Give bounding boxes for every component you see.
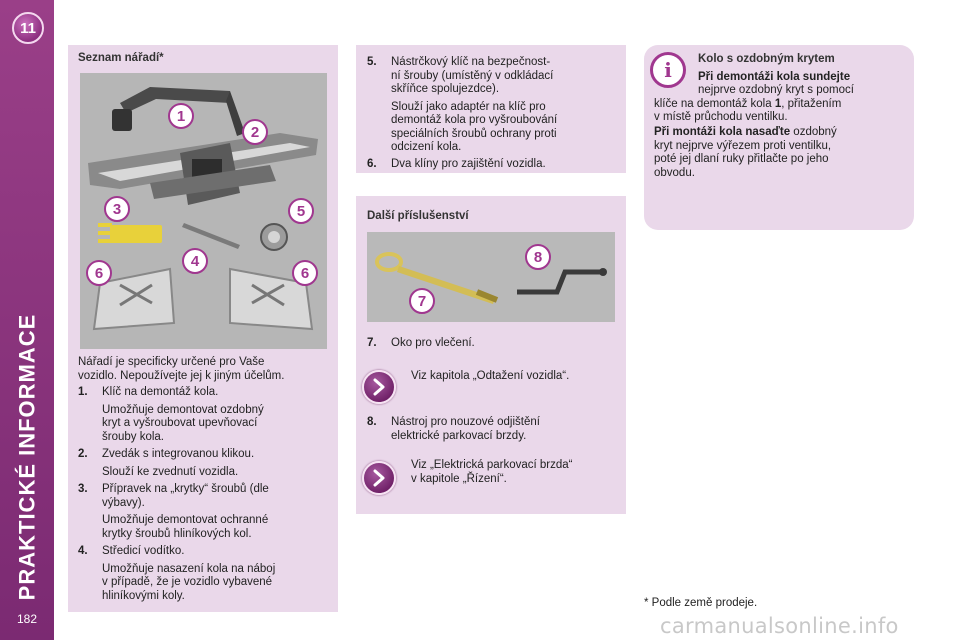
- watermark: carmanualsonline.info: [660, 614, 899, 638]
- callout-5: 5: [288, 198, 314, 224]
- arrow-right-icon: [362, 370, 396, 404]
- info-box-title: Kolo s ozdobným krytem: [698, 53, 835, 65]
- tools-intro: Nářadí je specificky určené pro Vaše vozidlo. Nepoužívejte jej k jiným účelům.: [78, 356, 285, 382]
- info-icon: i: [650, 52, 686, 88]
- chapter-sidebar: [0, 0, 54, 640]
- accessory-item-8-reference: Viz „Elektrická parkovací brzda“ v kapitole „Řízení“.: [411, 459, 573, 485]
- accessories-heading: Další příslušenství: [367, 210, 469, 222]
- chapter-title: PRAKTICKÉ INFORMACE: [14, 313, 40, 601]
- info-box-removal-text: nejprve ozdobný kryt s pomocí klíče na demontáž kola 1, přitažením v místě průchodu ventilku.: [654, 84, 854, 123]
- callout-3: 3: [104, 196, 130, 222]
- footnote: * Podle země prodeje.: [644, 597, 758, 609]
- arrow-right-icon: [362, 461, 396, 495]
- accessories-photo: [367, 232, 615, 322]
- callout-6-left: 6: [86, 260, 112, 286]
- page-number: 182: [16, 612, 38, 626]
- tool-item-6: 6. Dva klíny pro zajištění vozidla.: [367, 157, 546, 170]
- info-box-removal-heading: Při demontáži kola sundejte: [698, 71, 851, 83]
- callout-2: 2: [242, 119, 268, 145]
- tools-list: [78, 386, 330, 603]
- tool-item-1: 1. Klíč na demontáž kola. Umožňuje demontovat ozdobný kryt a vyšroubovat upevňovací šrouby kola.: [78, 386, 264, 443]
- tools-list-continued: [367, 56, 617, 171]
- callout-1: 1: [168, 103, 194, 129]
- tool-kit-photo: [80, 73, 327, 349]
- accessories-illustration: [367, 232, 615, 322]
- tool-item-4: 4. Středicí vodítko. Umožňuje nasazení kola na náboj v případě, že je vozidlo vybavené hliníkovými koly.: [78, 545, 276, 602]
- tool-item-2: 2. Zvedák s integrovanou klikou. Slouží ke zvednutí vozidla.: [78, 448, 255, 478]
- info-box-mounting-text: Při montáži kola nasaďte ozdobný kryt nejprve výřezem proti ventilku, poté jej dlaní ruky přitlačte po jeho obvodu.: [654, 126, 837, 179]
- callout-8: 8: [525, 244, 551, 270]
- tools-heading: Seznam nářadí*: [78, 52, 164, 64]
- accessory-item-7-reference: Viz kapitola „Odtažení vozidla“.: [411, 370, 570, 382]
- tool-item-3: 3. Přípravek na „krytky“ šroubů (dle výbavy). Umožňuje demontovat ochranné krytky šroubů hliníkových kol.: [78, 483, 269, 540]
- callout-7: 7: [409, 288, 435, 314]
- tool-item-5: 5. Nástrčkový klíč na bezpečnost- ní šrouby (umístěný v odkládací skříňce spolujezdce). Slouží jako adaptér na klíč pro demontáž kola pro vyšroubování speciálních šroubů ochrany proti odcizení kola.: [367, 56, 558, 153]
- accessory-item-8: 8. Nástroj pro nouzové odjištění elektrické parkovací brzdy.: [367, 416, 540, 442]
- callout-6-right: 6: [292, 260, 318, 286]
- accessory-item-7: 7. Oko pro vlečení.: [367, 337, 475, 349]
- chapter-number-badge: 11: [12, 12, 44, 44]
- callout-4: 4: [182, 248, 208, 274]
